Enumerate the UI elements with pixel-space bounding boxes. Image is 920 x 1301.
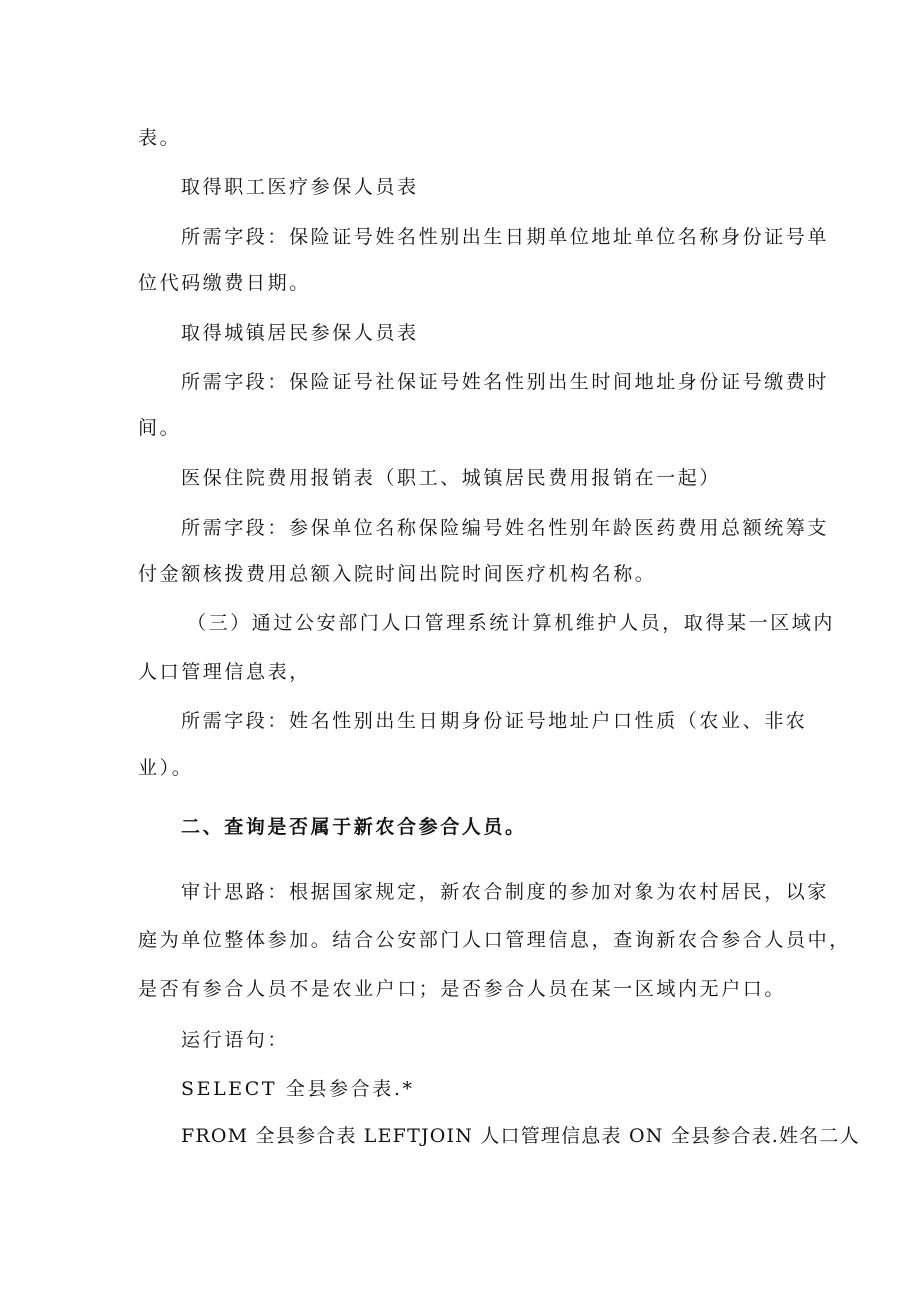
text-line: 付金额核拨费用总额入院时间出院时间医疗机构名称。 [138, 563, 657, 585]
text-line: 人口管理信息表， [138, 661, 311, 683]
text-line: （三）通过公安部门人口管理系统计算机维护人员，取得某一区域内 [187, 612, 836, 634]
code-line: SELECT 全县参合表.* [181, 1078, 415, 1100]
text-line: 所需字段：姓名性别出生日期身份证号地址户口性质（农业、非农 [181, 710, 808, 732]
text-line: 取得职工医疗参保人员表 [181, 176, 419, 198]
text-line: 表。 [138, 127, 182, 149]
text-line: 业）。 [138, 757, 194, 779]
text-line: 取得城镇居民参保人员表 [181, 322, 419, 344]
text-line: 庭为单位整体参加。结合公安部门人口管理信息，查询新农合参合人员中， [138, 929, 851, 951]
text-line: 运行语句： [181, 1029, 290, 1051]
code-line: FROM 全县参合表 LEFTJOIN 人口管理信息表 ON 全县参合表.姓名二人 [181, 1125, 860, 1147]
text-line: 间。 [138, 417, 182, 439]
text-line: 所需字段：参保单位名称保险编号姓名性别年龄医药费用总额统筹支 [181, 517, 830, 539]
text-line: 审计思路：根据国家规定，新农合制度的参加对象为农村居民，以家 [181, 881, 830, 903]
text-line: 医保住院费用报销表（职工、城镇居民费用报销在一起） [181, 467, 722, 489]
text-line: 是否有参合人员不是农业户口；是否参合人员在某一区域内无户口。 [138, 978, 787, 1000]
text-line: 位代码缴费日期。 [138, 272, 311, 294]
text-line: 所需字段：保险证号社保证号姓名性别出生时间地址身份证号缴费时 [181, 371, 830, 393]
text-line: 所需字段：保险证号姓名性别出生日期单位地址单位名称身份证号单 [181, 226, 830, 248]
section-heading: 二、查询是否属于新农合参合人员。 [181, 816, 527, 838]
